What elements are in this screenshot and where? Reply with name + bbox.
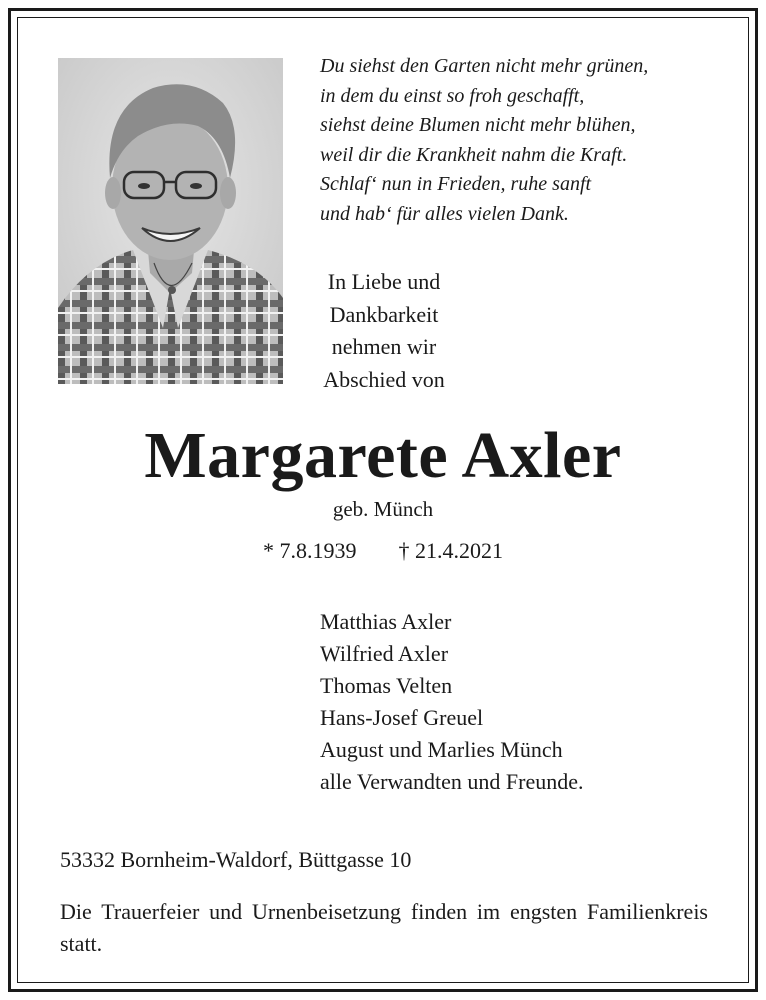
life-dates: [0, 536, 766, 566]
poem: [320, 52, 740, 229]
poem-line: Du siehst den Garten nicht mehr grünen,: [320, 55, 649, 77]
poem-line: in dem du einst so froh geschafft,: [320, 84, 585, 107]
funeral-notice: Die Trauerfeier und Urnenbeisetzung finden im engsten Familienkreis statt.: [60, 899, 708, 956]
death-date: † 21.4.2021: [398, 538, 503, 563]
farewell-intro: [296, 266, 472, 396]
poem-line: siehst deine Blumen nicht mehr blühen,: [320, 114, 636, 136]
intro-line: In Liebe und: [327, 269, 441, 294]
maiden-name: geb. Münch: [332, 497, 434, 521]
address: 53332 Bornheim-Waldorf, Büttgasse 10: [60, 847, 412, 872]
mourner: Thomas Velten: [320, 673, 453, 698]
intro-line: nehmen wir: [331, 334, 437, 359]
birth-date: * 7.8.1939: [263, 538, 357, 563]
mourner: Matthias Axler: [320, 609, 452, 634]
intro-line: Abschied von: [323, 366, 445, 392]
mourner: Hans-Josef Greuel: [320, 705, 484, 730]
deceased-name: Margarete Axler: [144, 419, 622, 492]
portrait-photo: [58, 58, 283, 384]
poem-line: und hab‘ für alles vielen Dank.: [320, 202, 569, 225]
mourner: alle Verwandten und Freunde.: [320, 769, 584, 794]
poem-line: Schlaf‘ nun in Frieden, ruhe sanft: [320, 173, 592, 195]
poem-line: weil dir die Krankheit nahm die Kraft.: [320, 143, 628, 166]
intro-line: Dankbarkeit: [329, 301, 439, 327]
mourners-list: [320, 606, 740, 798]
mourner: Wilfried Axler: [320, 641, 449, 666]
mourner: August und Marlies Münch: [320, 737, 563, 762]
